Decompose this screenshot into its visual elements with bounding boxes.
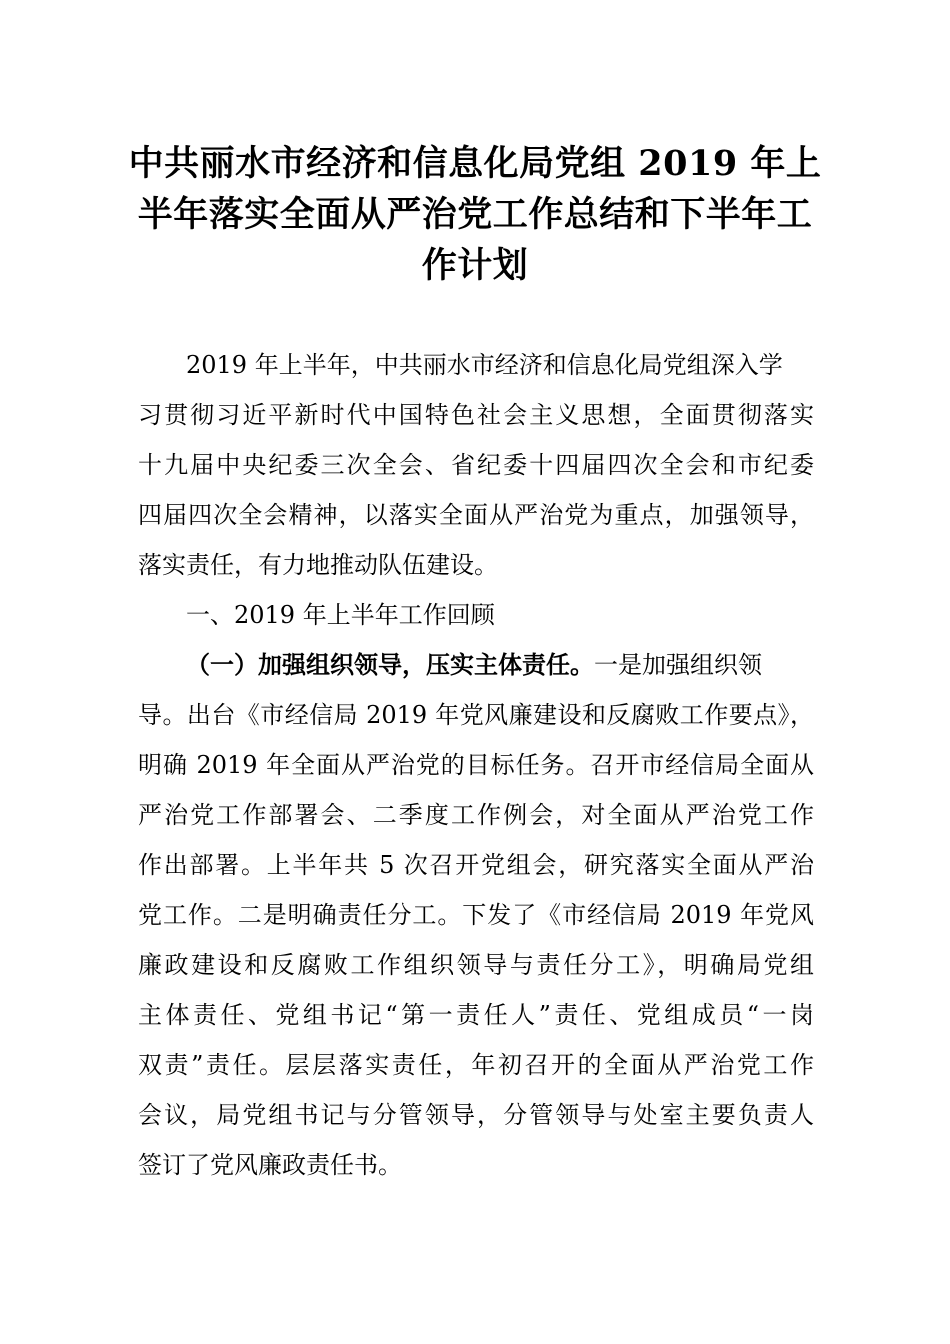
subsection-line: 主体责任、党组书记“第一责任人”责任、党组成员“一岗 [138,1001,814,1029]
subsection-line: 双责”责任。层层落实责任，年初召开的全面从严治党工作 [138,1051,814,1079]
intro-line: 四届四次全会精神，以落实全面从严治党为重点，加强领导， [138,501,814,529]
subsection-heading: （一）加强组织领导，压实主体责任。 [186,650,594,679]
subsection-first-line [138,640,814,690]
title-line: 半年落实全面从严治党工作总结和下半年工 [137,194,813,235]
subsection-line: 签订了党风廉政责任书。 [138,1151,402,1179]
document-title [120,138,830,291]
intro-line: 2019 年上半年，中共丽水市经济和信息化局党组深入学 [186,351,783,379]
subsection-line: 廉政建设和反腐败工作组织领导与责任分工》，明确局党组 [138,951,814,979]
subsection-line: 会议，局党组书记与分管领导，分管领导与处室主要负责人 [138,1101,814,1129]
subsection-line: 一是加强组织领 [594,651,762,679]
subsection-line: 党工作。二是明确责任分工。下发了《市经信局 2019 年党风 [138,901,814,929]
subsection-line: 作出部署。上半年共 5 次召开党组会，研究落实全面从严治 [138,851,814,879]
subsection-line: 导。出台《市经信局 2019 年党风廉建设和反腐败工作要点》， [138,701,814,729]
intro-line: 习贯彻习近平新时代中国特色社会主义思想，全面贯彻落实 [138,401,814,429]
document-body [138,340,814,1190]
section-heading: 一、2019 年上半年工作回顾 [186,601,495,629]
subsection-line: 明确 2019 年全面从严治党的目标任务。召开市经信局全面从 [138,751,814,779]
subsection-line: 严治党工作部署会、二季度工作例会，对全面从严治党工作 [138,801,814,829]
title-line: 中共丽水市经济和信息化局党组 2019 年上 [128,143,822,184]
intro-line: 落实责任，有力地推动队伍建设。 [138,551,498,579]
title-line: 作计划 [421,245,529,286]
intro-line: 十九届中央纪委三次全会、省纪委十四届四次全会和市纪委 [138,451,814,479]
